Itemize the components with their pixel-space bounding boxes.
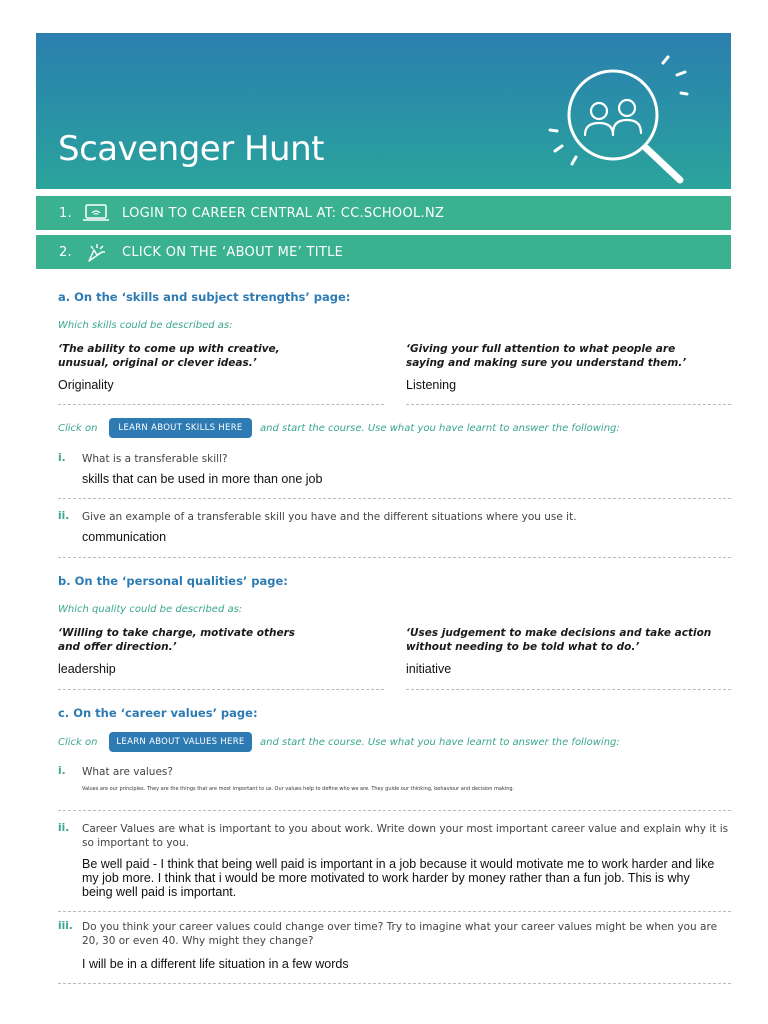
page-title: Scavenger Hunt xyxy=(58,129,324,169)
step-number: 2. xyxy=(58,244,72,260)
step-1-bar xyxy=(36,196,731,230)
question-text: What is a transferable skill? xyxy=(82,453,228,465)
click-on-label: Click on xyxy=(58,737,98,748)
question-number: iii. xyxy=(58,920,73,932)
step-text: LOGIN TO CAREER CENTRAL AT: CC.SCHOOL.NZ xyxy=(122,205,445,221)
answer-text[interactable]: skills that can be used in more than one job xyxy=(82,472,323,486)
quality-answer-left[interactable]: leadership xyxy=(58,662,116,676)
question-text: Career Values are what is important to you about work. Write down your most important career value and explain why it is so important to you. xyxy=(82,823,729,849)
quality-answer-right[interactable]: initiative xyxy=(406,662,452,676)
section-c-heading: c. On the ‘career values’ page: xyxy=(58,706,258,720)
skill-answer-left[interactable]: Originality xyxy=(58,378,114,392)
step-number: 1. xyxy=(58,205,72,221)
learn-about-values-button[interactable]: LEARN ABOUT VALUES HERE xyxy=(109,732,252,752)
laptop-wifi-icon xyxy=(82,202,110,224)
section-a-prompt: Which skills could be described as: xyxy=(58,320,233,331)
course-instruction: and start the course. Use what you have learnt to answer the following: xyxy=(260,423,620,434)
answer-text[interactable]: Be well paid - I think that being well paid is important in a job because it would motivate me to work harder and like my job more. I think that i would be more motivated to work harder by money rather than a fun job. This is why being well paid is important. xyxy=(82,857,715,899)
section-b-prompt: Which quality could be described as: xyxy=(58,604,243,615)
question-number: ii. xyxy=(58,822,70,834)
header-banner xyxy=(36,33,731,189)
quality-quote-right: ‘Uses judgement to make decisions and take action without needing to be told what to do.’ xyxy=(406,627,712,653)
answer-line xyxy=(58,404,384,405)
answer-text[interactable]: communication xyxy=(82,530,167,544)
answer-line xyxy=(406,689,731,690)
cursor-click-icon xyxy=(82,241,110,263)
skill-answer-right[interactable]: Listening xyxy=(406,378,457,392)
question-text: What are values? xyxy=(82,766,173,778)
course-instruction: and start the course. Use what you have learnt to answer the following: xyxy=(260,737,620,748)
question-number: i. xyxy=(58,765,66,777)
question-text: Do you think your career values could change over time? Try to imagine what your career values might be when you are 20, 30 or even 40. Why might they change? xyxy=(82,921,718,947)
answer-line xyxy=(58,983,731,984)
magnifier-people-icon xyxy=(547,53,717,189)
question-number: ii. xyxy=(58,510,70,522)
step-text: CLICK ON THE ‘ABOUT ME’ TITLE xyxy=(122,244,344,260)
answer-line xyxy=(58,810,731,811)
question-text: Give an example of a transferable skill you have and the different situations where you use it. xyxy=(82,511,577,523)
answer-line xyxy=(58,911,731,912)
question-number: i. xyxy=(58,452,66,464)
section-b-heading: b. On the ‘personal qualities’ page: xyxy=(58,574,288,588)
answer-line xyxy=(58,689,384,690)
skill-quote-left: ‘The ability to come up with creative, unusual, original or clever ideas.’ xyxy=(58,343,280,369)
answer-text[interactable]: I will be in a different life situation in a few words xyxy=(82,957,349,971)
answer-text[interactable]: Values are our principles. They are the things that are most important to us. Our values help to define who we are. They guide our thinking, behaviour and decision making. xyxy=(82,786,515,792)
quality-quote-left: ‘Willing to take charge, motivate others and offer direction.’ xyxy=(58,627,295,653)
learn-about-skills-button[interactable]: LEARN ABOUT SKILLS HERE xyxy=(109,418,252,438)
answer-line xyxy=(406,404,731,405)
skill-quote-right: ‘Giving your full attention to what people are saying and making sure you understand them.’ xyxy=(406,343,687,369)
section-a-heading: a. On the ‘skills and subject strengths’ page: xyxy=(58,290,351,304)
answer-line xyxy=(58,557,731,558)
step-2-bar xyxy=(36,235,731,269)
answer-line xyxy=(58,498,731,499)
click-on-label: Click on xyxy=(58,423,98,434)
